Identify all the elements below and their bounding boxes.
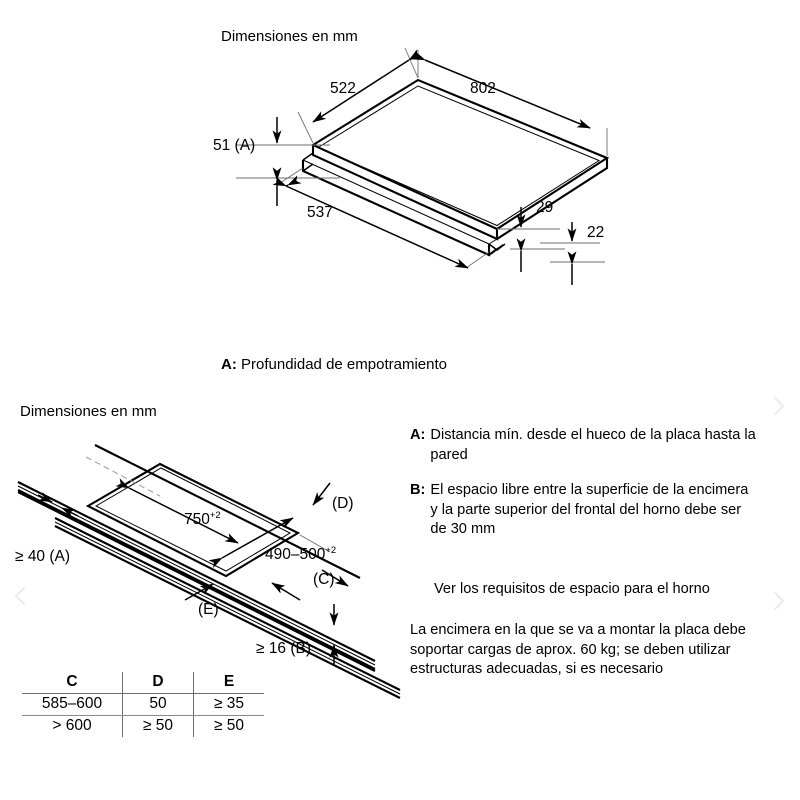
- notes-panel: [410, 426, 758, 680]
- top-diagram-heading: Dimensiones en mm: [221, 28, 358, 45]
- note-a-text: Distancia mín. desde el hueco de la placa hasta la pared: [430, 427, 756, 463]
- label-C: (C): [313, 571, 335, 588]
- table-header-e: E: [194, 672, 265, 694]
- cooktop-isometric-drawing: [0, 0, 800, 340]
- table-header-d: D: [123, 672, 194, 694]
- label-D: (D): [332, 495, 354, 512]
- dim-802: [418, 50, 607, 156]
- caption-a-depth: [221, 355, 447, 374]
- worktop-front-band: [55, 518, 400, 698]
- dim-522: [298, 48, 418, 143]
- table-header-c: C: [22, 672, 123, 694]
- table-header-row: [22, 672, 264, 694]
- table-cell-c-1: 585–600: [22, 694, 123, 716]
- dim-label-ge40-a: ≥ 40 (A): [15, 548, 71, 565]
- note-load-capacity: La encimera en la que se va a montar la placa debe soportar cargas de aprox. 60 kg; se deben utilizar estructuras adecuadas, si es necesario: [410, 622, 746, 677]
- table-cell-e-2: ≥ 50: [194, 716, 265, 738]
- hob-glass-edge: [313, 145, 607, 239]
- caption-a-key: A:: [221, 356, 237, 373]
- dim-label-22: 22: [587, 224, 605, 241]
- table-cell-e-1: ≥ 35: [194, 694, 265, 716]
- note-a: [410, 426, 758, 465]
- caption-a-text: Profundidad de empotramiento: [241, 356, 447, 373]
- table-row: [22, 694, 264, 716]
- note-b: [410, 481, 758, 540]
- dim-label-750: $750^{+2}$: [184, 509, 221, 528]
- table-cell-c-2: > 600: [52, 717, 92, 734]
- worktop-cutout-drawing: [0, 400, 400, 670]
- dim-label-51-a: 51 (A): [213, 137, 256, 154]
- leader-C: [272, 535, 348, 600]
- dim-label-29: 29: [536, 199, 554, 216]
- hob-front-notch: [489, 244, 505, 250]
- dim-label-802: 802: [470, 80, 496, 97]
- clearance-table: [22, 672, 264, 737]
- table-row: [22, 716, 264, 738]
- prev-chevron-icon[interactable]: [10, 585, 30, 607]
- next-chevron-icon-bottom[interactable]: [770, 590, 790, 612]
- hob-base-frame: [303, 153, 503, 255]
- dim-label-ge16-b: ≥ 16 (B): [256, 640, 312, 657]
- bottom-diagram-heading: Dimensiones en mm: [20, 403, 157, 420]
- note-oven-space: Ver los requisitos de espacio para el horno: [434, 580, 710, 597]
- hob-glass-top: [313, 80, 607, 229]
- note-b-key: B:: [410, 482, 426, 498]
- leader-D: [313, 483, 330, 505]
- dim-51-A: [236, 117, 340, 206]
- table-cell-d-2: ≥ 50: [123, 716, 194, 738]
- next-chevron-icon-top[interactable]: [770, 395, 790, 417]
- label-E: (E): [198, 601, 219, 618]
- table-cell-d-1: 50: [123, 694, 194, 716]
- note-a-key: A:: [410, 427, 426, 443]
- note-b-text: El espacio libre entre la superficie de la encimera y la parte superior del frontal del horno debe ser de 30 mm: [430, 482, 749, 537]
- dim-label-490-500: $490-500^{+2}$: [265, 544, 337, 563]
- dim-label-537: 537: [307, 204, 333, 221]
- dim-label-522: 522: [330, 80, 356, 97]
